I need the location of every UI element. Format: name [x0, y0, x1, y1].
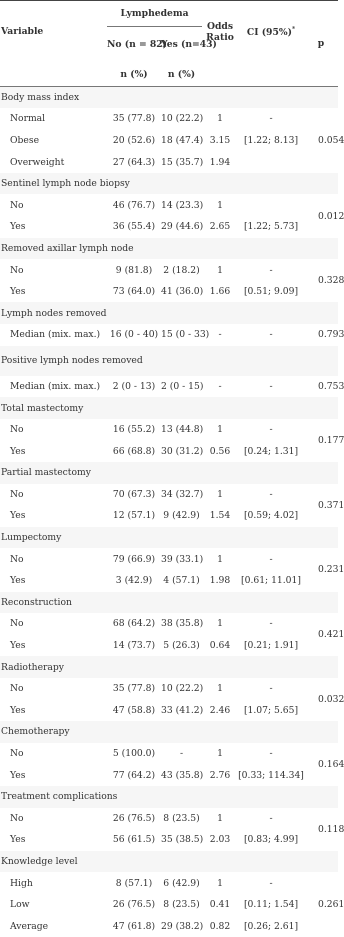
yes-lymphedema-value: 29 (38.2) [161, 915, 202, 937]
section-title: Reconstruction [0, 592, 338, 614]
row-label: Yes [0, 440, 107, 462]
odds-ratio-value: 1.98 [202, 570, 238, 592]
ci-value: [0.24; 1.31] [238, 440, 304, 462]
odds-ratio-value: 1.66 [202, 281, 238, 303]
section-header-row [0, 173, 338, 195]
yes-lymphedema-value: 18 (47.4) [161, 130, 202, 152]
p-value: 0.032 [304, 678, 338, 721]
yes-lymphedema-value: 13 (44.8) [161, 419, 202, 441]
odds-ratio-value: - [202, 376, 238, 398]
no-lymphedema-value: 9 (81.8) [107, 259, 161, 281]
odds-ratio-value: 1 [202, 872, 238, 894]
section-header-row [0, 786, 338, 808]
yes-lymphedema-value: 5 (26.3) [161, 635, 202, 657]
no-lymphedema-value: 35 (77.8) [107, 678, 161, 700]
p-value: 0.164 [304, 743, 338, 786]
odds-ratio-value: 2.46 [202, 700, 238, 722]
no-lymphedema-value: 77 (64.2) [107, 764, 161, 786]
ci-value [238, 151, 304, 173]
table-row [0, 808, 338, 830]
table-row [0, 635, 338, 657]
ci-header [238, 1, 304, 63]
odds-ratio-value: 0.82 [202, 915, 238, 937]
section-title: Chemotherapy [0, 721, 338, 743]
ci-value: - [238, 678, 304, 700]
table-row [0, 259, 338, 281]
row-label: Yes [0, 764, 107, 786]
odds-ratio-value: 1 [202, 419, 238, 441]
table-row [0, 872, 338, 894]
yes-lymphedema-value: 8 (23.5) [161, 808, 202, 830]
row-label: No [0, 548, 107, 570]
p-value: 0.421 [304, 613, 338, 656]
ci-header-text: CI (95%) [247, 27, 292, 38]
row-label: Normal [0, 108, 107, 130]
table-row [0, 194, 338, 216]
row-label: No [0, 678, 107, 700]
table-row [0, 570, 338, 592]
table-row [0, 505, 338, 527]
odds-ratio-value: 1 [202, 743, 238, 765]
no-lymphedema-value: 56 (61.5) [107, 829, 161, 851]
no-lymphedema-value: 5 (100.0) [107, 743, 161, 765]
odds-ratio-value: 1.54 [202, 505, 238, 527]
ci-value: - [238, 613, 304, 635]
odds-ratio-value: 1 [202, 548, 238, 570]
ci-value: - [238, 808, 304, 830]
yes-lymphedema-value: 6 (42.9) [161, 872, 202, 894]
no-lymphedema-value: 2 (0 - 13) [107, 376, 161, 398]
lymphedema-header: Lymphedema [107, 1, 202, 27]
no-lymphedema-value: 26 (76.5) [107, 808, 161, 830]
section-header-row [0, 302, 338, 324]
ci-value [238, 194, 304, 216]
no-lymphedema-value: 46 (76.7) [107, 194, 161, 216]
table-row [0, 130, 338, 152]
p-header: p [304, 1, 338, 87]
ci-value: [0.33; 114.34] [238, 764, 304, 786]
yes-lymphedema-value: 4 (57.1) [161, 570, 202, 592]
section-header-row [0, 87, 338, 109]
ci-value: [0.11; 1.54] [238, 894, 304, 916]
section-title: Treatment complications [0, 786, 338, 808]
table-row [0, 484, 338, 506]
ci-value: - [238, 872, 304, 894]
p-value: 0.012 [304, 194, 338, 237]
yes-lymphedema-value: 10 (22.2) [161, 678, 202, 700]
no-lymphedema-value: 3 (42.9) [107, 570, 161, 592]
yes-lymphedema-value: - [161, 743, 202, 765]
row-label: Median (mix. max.) [0, 376, 107, 398]
yes-lymphedema-value: 41 (36.0) [161, 281, 202, 303]
row-label: No [0, 808, 107, 830]
odds-ratio-header: Odds Ratio [202, 1, 238, 63]
blank-header [238, 63, 304, 87]
ci-value: [1.07; 5.65] [238, 700, 304, 722]
row-label: Yes [0, 700, 107, 722]
section-title: Knowledge level [0, 851, 338, 873]
odds-ratio-value: 2.03 [202, 829, 238, 851]
no-lymphedema-value: 47 (61.8) [107, 915, 161, 937]
no-group-header: No (n = 82) [107, 27, 161, 63]
odds-ratio-value: 3.15 [202, 130, 238, 152]
table-row [0, 108, 338, 130]
p-value: 0.753 [304, 376, 338, 398]
odds-ratio-value: 1 [202, 484, 238, 506]
section-title: Sentinel lymph node biopsy [0, 173, 338, 195]
table-row [0, 151, 338, 173]
yes-lymphedema-value: 35 (38.5) [161, 829, 202, 851]
ci-value: [1.22; 5.73] [238, 216, 304, 238]
yes-lymphedema-value: 43 (35.8) [161, 764, 202, 786]
section-header-row [0, 656, 338, 678]
row-label: Overweight [0, 151, 107, 173]
p-value: 0.054 [304, 108, 338, 173]
no-lymphedema-value: 47 (58.8) [107, 700, 161, 722]
n-pct-header-no: n (%) [107, 63, 161, 87]
yes-lymphedema-value: 30 (31.2) [161, 440, 202, 462]
ci-value: - [238, 259, 304, 281]
yes-lymphedema-value: 15 (35.7) [161, 151, 202, 173]
table-row [0, 548, 338, 570]
p-value: 0.261 [304, 872, 338, 937]
yes-lymphedema-value: 10 (22.2) [161, 108, 202, 130]
ci-value: [0.83; 4.99] [238, 829, 304, 851]
table-header [0, 1, 338, 87]
no-lymphedema-value: 16 (0 - 40) [107, 324, 161, 346]
p-value: 0.177 [304, 419, 338, 462]
odds-ratio-value: 2.65 [202, 216, 238, 238]
blank-header [202, 63, 238, 87]
yes-lymphedema-value: 9 (42.9) [161, 505, 202, 527]
row-label: High [0, 872, 107, 894]
odds-ratio-value: 0.64 [202, 635, 238, 657]
table-row [0, 216, 338, 238]
section-header-row [0, 851, 338, 873]
row-label: Yes [0, 635, 107, 657]
odds-ratio-value: 1.94 [202, 151, 238, 173]
table-row [0, 440, 338, 462]
ci-value: - [238, 419, 304, 441]
section-title: Total mastectomy [0, 397, 338, 419]
table-row [0, 700, 338, 722]
table-row [0, 894, 338, 916]
no-lymphedema-value: 73 (64.0) [107, 281, 161, 303]
no-lymphedema-value: 70 (67.3) [107, 484, 161, 506]
row-label: Yes [0, 829, 107, 851]
ci-value: - [238, 743, 304, 765]
section-title: Body mass index [0, 87, 338, 109]
no-lymphedema-value: 16 (55.2) [107, 419, 161, 441]
section-title: Positive lymph nodes removed [0, 346, 338, 376]
no-lymphedema-value: 20 (52.6) [107, 130, 161, 152]
yes-lymphedema-value: 2 (18.2) [161, 259, 202, 281]
p-value: 0.793 [304, 324, 338, 346]
ci-value: - [238, 108, 304, 130]
ci-value: [0.26; 2.61] [238, 915, 304, 937]
no-lymphedema-value: 27 (64.3) [107, 151, 161, 173]
ci-value: - [238, 484, 304, 506]
p-value: 0.231 [304, 548, 338, 591]
row-label: No [0, 259, 107, 281]
row-label: Yes [0, 505, 107, 527]
ci-footnote-mark: * [292, 26, 295, 33]
section-header-row [0, 592, 338, 614]
row-label: No [0, 743, 107, 765]
row-label: No [0, 194, 107, 216]
n-pct-header-yes: n (%) [161, 63, 202, 87]
yes-lymphedema-value: 38 (35.8) [161, 613, 202, 635]
yes-lymphedema-value: 33 (41.2) [161, 700, 202, 722]
no-lymphedema-value: 26 (76.5) [107, 894, 161, 916]
row-label: No [0, 613, 107, 635]
table-row [0, 419, 338, 441]
odds-ratio-value: 1 [202, 613, 238, 635]
ci-value: - [238, 548, 304, 570]
yes-lymphedema-value: 34 (32.7) [161, 484, 202, 506]
row-label: Average [0, 915, 107, 937]
row-label: Low [0, 894, 107, 916]
row-label: Yes [0, 570, 107, 592]
section-title: Lumpectomy [0, 527, 338, 549]
section-title: Partial mastectomy [0, 462, 338, 484]
no-lymphedema-value: 68 (64.2) [107, 613, 161, 635]
section-header-row [0, 527, 338, 549]
row-label: Obese [0, 130, 107, 152]
no-lymphedema-value: 14 (73.7) [107, 635, 161, 657]
ci-value: [0.59; 4.02] [238, 505, 304, 527]
table-row [0, 915, 338, 937]
row-label: No [0, 484, 107, 506]
section-title: Removed axillar lymph node [0, 238, 338, 260]
yes-lymphedema-value: 14 (23.3) [161, 194, 202, 216]
odds-ratio-value: 1 [202, 808, 238, 830]
odds-ratio-value: 0.41 [202, 894, 238, 916]
ci-value: [0.21; 1.91] [238, 635, 304, 657]
table-body [0, 87, 338, 937]
odds-ratio-value: 1 [202, 108, 238, 130]
no-lymphedema-value: 36 (55.4) [107, 216, 161, 238]
odds-ratio-value: 2.76 [202, 764, 238, 786]
no-lymphedema-value: 35 (77.8) [107, 108, 161, 130]
table-row [0, 678, 338, 700]
section-header-row [0, 238, 338, 260]
row-label: Median (mix. max.) [0, 324, 107, 346]
section-header-row [0, 721, 338, 743]
p-value: 0.118 [304, 808, 338, 851]
ci-value: - [238, 324, 304, 346]
row-label: Yes [0, 216, 107, 238]
odds-ratio-value: 0.56 [202, 440, 238, 462]
ci-value: [0.61; 11.01] [238, 570, 304, 592]
yes-lymphedema-value: 15 (0 - 33) [161, 324, 202, 346]
blank-header [0, 63, 107, 87]
yes-group-header: Yes (n=43) [161, 27, 202, 63]
no-lymphedema-value: 8 (57.1) [107, 872, 161, 894]
section-header-row [0, 462, 338, 484]
ci-value: [0.51; 9.09] [238, 281, 304, 303]
yes-lymphedema-value: 2 (0 - 15) [161, 376, 202, 398]
section-header-row [0, 397, 338, 419]
ci-value: [1.22; 8.13] [238, 130, 304, 152]
table-row [0, 743, 338, 765]
row-label: Yes [0, 281, 107, 303]
table-row [0, 281, 338, 303]
row-label: No [0, 419, 107, 441]
table-row [0, 829, 338, 851]
odds-ratio-value: 1 [202, 259, 238, 281]
table-row [0, 324, 338, 346]
section-title: Lymph nodes removed [0, 302, 338, 324]
section-title: Radiotherapy [0, 656, 338, 678]
no-lymphedema-value: 66 (68.8) [107, 440, 161, 462]
yes-lymphedema-value: 8 (23.5) [161, 894, 202, 916]
odds-ratio-value: 1 [202, 194, 238, 216]
p-value: 0.328 [304, 259, 338, 302]
odds-ratio-value: - [202, 324, 238, 346]
table-row [0, 376, 338, 398]
table-row [0, 764, 338, 786]
section-header-row [0, 346, 338, 376]
yes-lymphedema-value: 39 (33.1) [161, 548, 202, 570]
no-lymphedema-value: 79 (66.9) [107, 548, 161, 570]
variable-header: Variable [0, 1, 107, 63]
ci-value: - [238, 376, 304, 398]
no-lymphedema-value: 12 (57.1) [107, 505, 161, 527]
table-row [0, 613, 338, 635]
odds-ratio-value: 1 [202, 678, 238, 700]
p-value: 0.371 [304, 484, 338, 527]
yes-lymphedema-value: 29 (44.6) [161, 216, 202, 238]
